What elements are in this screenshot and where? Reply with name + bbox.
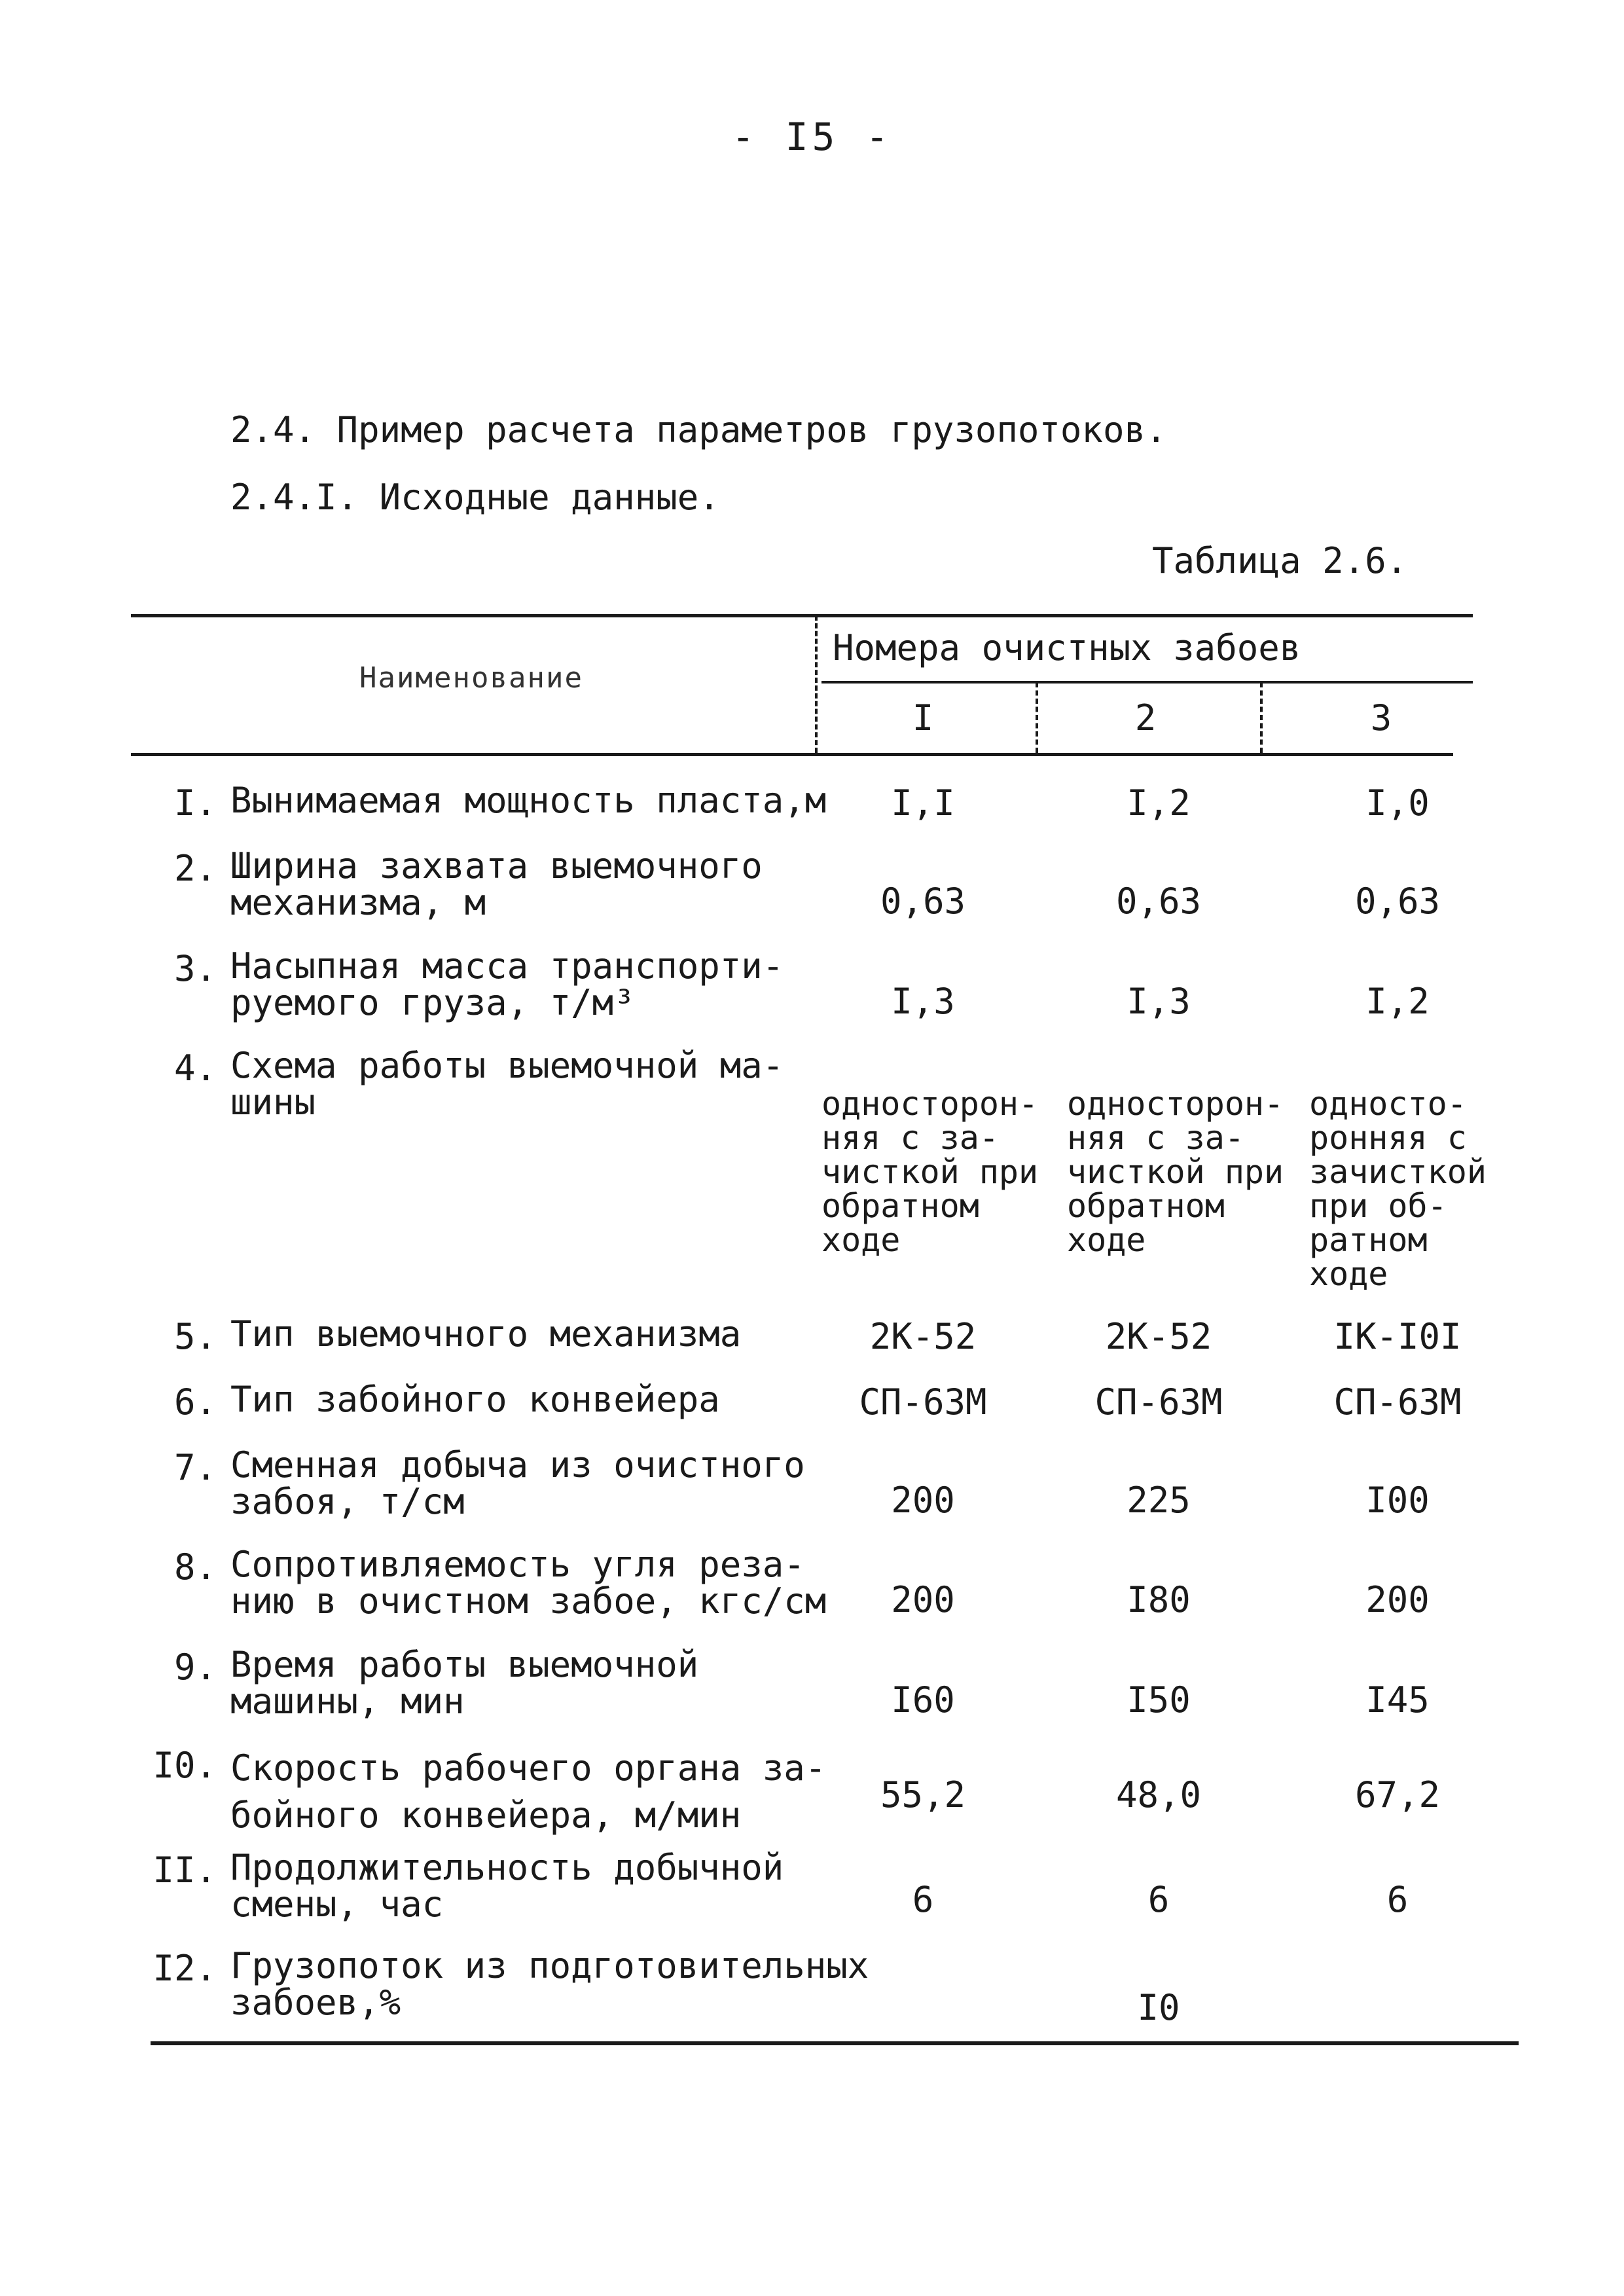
cell-face-3: I45 [1365, 1679, 1430, 1721]
row-label [230, 945, 859, 1023]
cell-face-1: I,3 [891, 981, 955, 1022]
row-label-line: машины, мин [230, 1681, 465, 1722]
row-label [230, 1745, 859, 1839]
row-label [230, 1644, 859, 1722]
row-number: 3. [173, 948, 217, 989]
cell-face-3: 0,63 [1354, 881, 1441, 922]
cell-face-2: 6 [1147, 1879, 1170, 1920]
row-number: 7. [173, 1447, 217, 1488]
cell-line: няя с за- [821, 1119, 999, 1157]
header-col-3: 3 [1370, 697, 1392, 738]
cell-face-1: I60 [891, 1679, 955, 1721]
row-label-line: Насыпная масса транспорти- [230, 945, 784, 987]
row-label-line: Схема работы выемочной ма- [230, 1045, 784, 1086]
row-label-line: механизма, м [230, 882, 486, 923]
row-label [230, 845, 859, 923]
row-number: I2. [153, 1948, 217, 1989]
row-number: I0. [153, 1745, 217, 1786]
row-label-line: смены, час [230, 1884, 444, 1925]
cell-face-2: I80 [1127, 1579, 1191, 1620]
cell-line: односторон- [1067, 1085, 1284, 1123]
page-number: - I5 - [731, 115, 893, 159]
cell-face-2: I50 [1127, 1679, 1191, 1721]
row-label-line: Сопротивляемость угля реза- [230, 1544, 805, 1585]
cell-face-1: I,I [891, 782, 955, 824]
row-label-line: Скорость рабочего органа за- [230, 1747, 827, 1789]
row-label [230, 1847, 859, 1925]
cell-line: ронняя с [1309, 1119, 1467, 1157]
row-label-line: нию в очистном забое, кгс/см [230, 1580, 827, 1622]
row-label-line: Тип забойного конвейера [230, 1379, 720, 1420]
header-divider-col2 [1036, 682, 1038, 753]
row-number: 4. [173, 1048, 217, 1089]
cell-face-2: 0,63 [1115, 881, 1202, 922]
cell-face-2: I0 [1137, 1987, 1180, 2028]
cell-face-3: СП-63М [1333, 1381, 1462, 1423]
header-col-2: 2 [1134, 697, 1157, 738]
row-label-line: Ширина захвата выемочного [230, 845, 763, 886]
row-number: 6. [173, 1381, 217, 1423]
cell-face-1: 2К-52 [869, 1316, 977, 1357]
cell-face-1: 55,2 [880, 1774, 966, 1815]
row-number: I. [173, 782, 217, 824]
subsection-title: 2.4.I. Исходные данные. [230, 477, 720, 518]
table-bottom-rule [151, 2041, 1519, 2045]
cell-face-2: I,2 [1127, 782, 1191, 824]
cell-face-2: СП-63М [1094, 1381, 1223, 1423]
cell-face-1: 6 [912, 1879, 934, 1920]
section-title: 2.4. Пример расчета параметров грузопотоков. [230, 409, 1167, 450]
row-label [230, 1444, 859, 1522]
row-label [230, 1945, 898, 2023]
header-group: Номера очистных забоев [833, 627, 1301, 668]
cell-face-3: I,0 [1365, 782, 1430, 824]
cell-face-3: I,2 [1365, 981, 1430, 1022]
cell-line: чисткой при [1067, 1153, 1284, 1191]
row-label-line: Сменная добыча из очистного [230, 1444, 805, 1485]
cell-face-2: 48,0 [1115, 1774, 1202, 1815]
row-label-line: Грузопоток из подготовительных [230, 1945, 869, 1986]
cell-face-2-multiline [1067, 1087, 1284, 1257]
cell-line: чисткой при [821, 1153, 1039, 1191]
cell-line: обратном [1067, 1187, 1225, 1225]
row-label [230, 1045, 859, 1123]
row-label [230, 1546, 859, 1620]
cell-line: односто- [1309, 1085, 1467, 1123]
table-caption: Таблица 2.6. [1152, 540, 1408, 581]
cell-line: няя с за- [1067, 1119, 1244, 1157]
cell-face-3: 6 [1386, 1879, 1409, 1920]
row-label-line: шины [230, 1082, 316, 1123]
cell-face-2: I,3 [1127, 981, 1191, 1022]
cell-face-1-multiline [821, 1087, 1038, 1257]
header-divider-col3 [1260, 682, 1263, 753]
cell-line: при об- [1309, 1187, 1447, 1225]
row-label-line: забоя, т/см [230, 1481, 465, 1522]
cell-line: ходе [821, 1221, 901, 1259]
table-header-group-rule [821, 681, 1473, 683]
cell-line: ходе [1067, 1221, 1146, 1259]
row-label-line: забоев,% [230, 1982, 401, 2023]
cell-line: односторон- [821, 1085, 1039, 1123]
cell-face-3-multiline [1309, 1087, 1487, 1291]
header-divider-main [815, 615, 818, 753]
row-label-line: Тип выемочного механизма [230, 1313, 742, 1355]
cell-line: ратном [1309, 1221, 1428, 1259]
row-label-line: Время работы выемочной [230, 1644, 699, 1685]
cell-face-3: IК-I0I [1333, 1316, 1462, 1357]
table-top-rule [131, 614, 1473, 617]
cell-face-3: I00 [1365, 1480, 1430, 1521]
cell-face-1: 0,63 [880, 881, 966, 922]
row-label-line: руемого груза, т/м³ [230, 982, 635, 1023]
row-label-line: бойного конвейера, м/мин [230, 1795, 742, 1836]
row-number: 9. [173, 1647, 217, 1688]
header-name: Наименование [359, 661, 583, 695]
row-label-line: Вынимаемая мощность пласта,м [230, 780, 827, 821]
row-label [230, 782, 859, 819]
row-label [230, 1313, 859, 1355]
row-number: 2. [173, 848, 217, 889]
cell-face-2: 225 [1127, 1480, 1191, 1521]
row-number: II. [153, 1850, 217, 1891]
header-col-1: I [912, 697, 934, 738]
cell-face-3: 200 [1365, 1579, 1430, 1620]
cell-face-2: 2К-52 [1105, 1316, 1212, 1357]
cell-face-1: 200 [891, 1579, 955, 1620]
cell-face-3: 67,2 [1354, 1774, 1441, 1815]
cell-line: зачисткой [1309, 1153, 1487, 1191]
table-header-bottom-rule [131, 753, 1453, 756]
row-label-line: Продолжительность добычной [230, 1847, 784, 1888]
cell-line: обратном [821, 1187, 979, 1225]
row-number: 5. [173, 1316, 217, 1357]
cell-face-1: 200 [891, 1480, 955, 1521]
cell-line: ходе [1309, 1255, 1388, 1293]
row-label [230, 1381, 859, 1418]
cell-face-1: СП-63М [859, 1381, 987, 1423]
row-number: 8. [173, 1546, 217, 1588]
